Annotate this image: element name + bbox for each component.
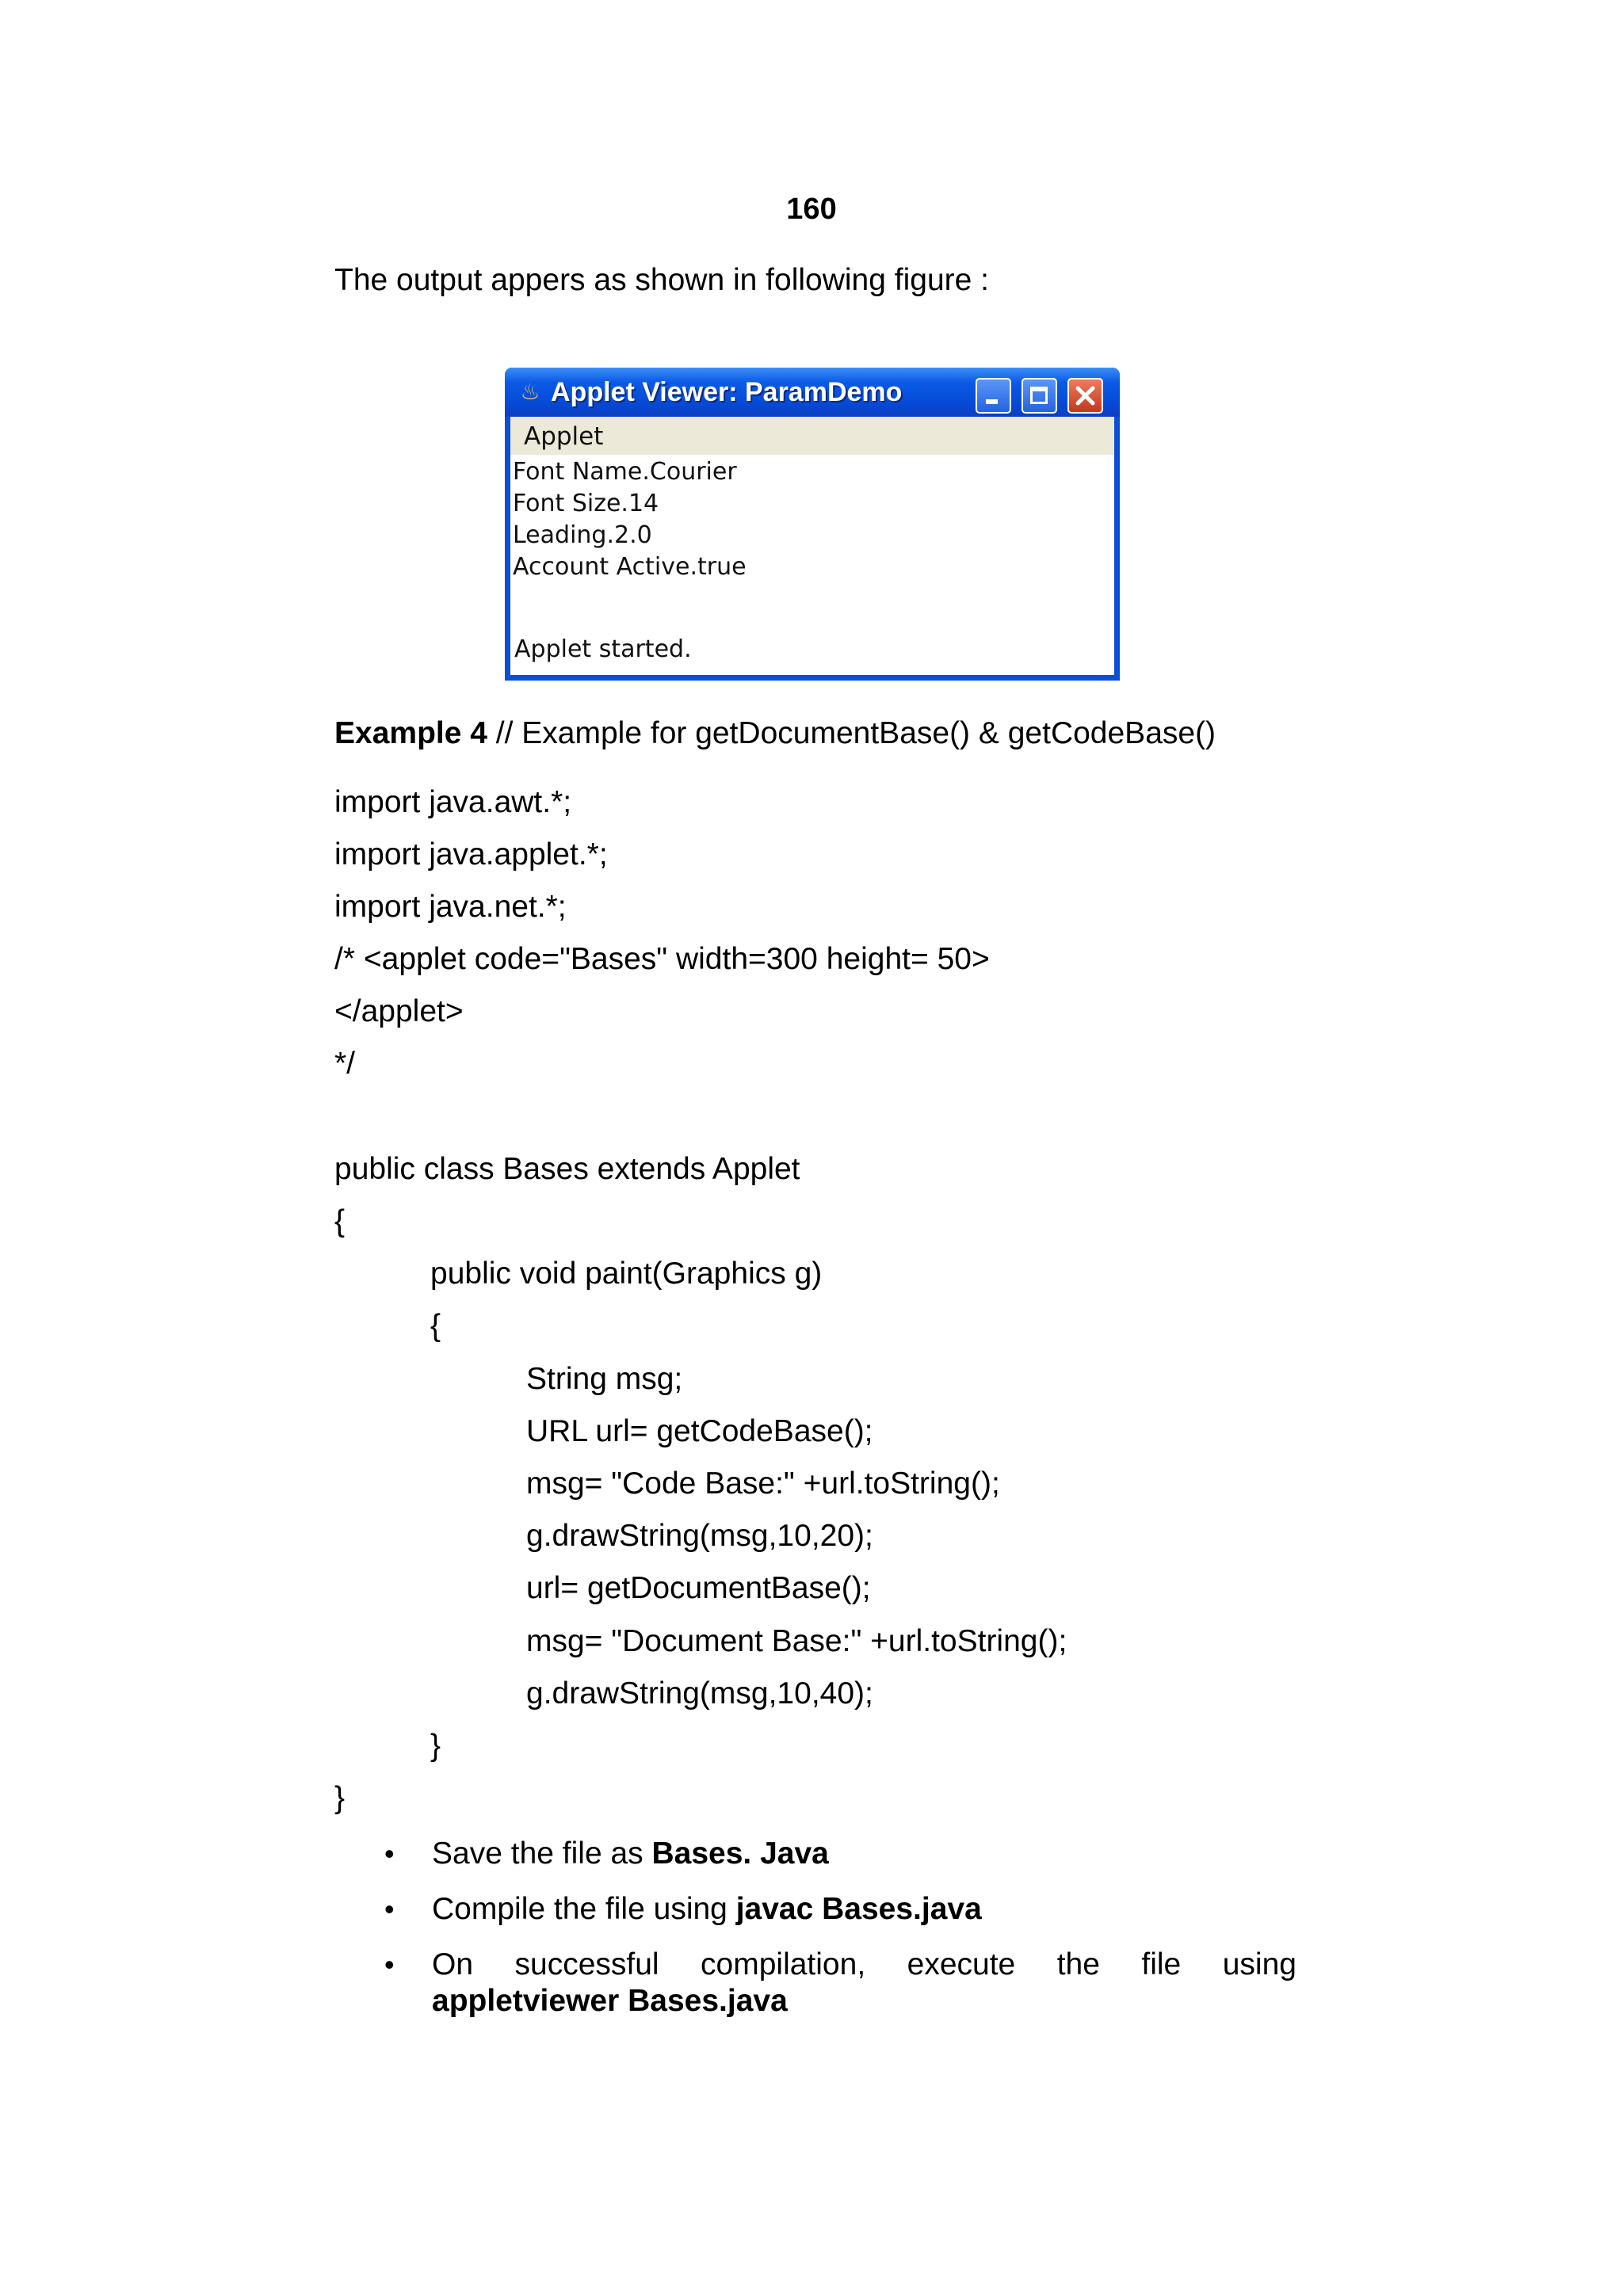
bullet-word: compilation, [701, 1947, 866, 1981]
example-comment: // Example for getDocumentBase() & getCodeBase() [487, 716, 1216, 750]
bullet-word: the [1056, 1947, 1100, 1981]
code-line: public void paint(Graphics g) [430, 1257, 823, 1291]
code-line: public class Bases extends Applet [334, 1152, 800, 1186]
bullet-text: Compile the file using [432, 1892, 736, 1926]
java-cup-icon: ♨ [520, 379, 540, 404]
code-line: { [430, 1309, 441, 1343]
code-line: URL url= getCodeBase(); [526, 1414, 873, 1448]
code-line: msg= "Document Base:" +url.toString(); [526, 1624, 1067, 1658]
bullet-dot: • [384, 1948, 395, 1981]
code-line: g.drawString(msg,10,40); [526, 1676, 873, 1711]
applet-client-area [510, 417, 1114, 675]
code-line: import java.applet.*; [334, 837, 608, 871]
applet-menu-bar [510, 417, 1114, 455]
page-number: 160 [786, 193, 837, 226]
window-title-bar[interactable] [505, 368, 1120, 417]
code-line: msg= "Code Base:" +url.toString(); [526, 1466, 1000, 1501]
code-line: */ [334, 1047, 356, 1081]
close-button[interactable] [1067, 378, 1103, 414]
code-line: /* <applet code="Bases" width=300 height= 50> [334, 942, 990, 976]
window-title: Applet Viewer: ParamDemo [551, 377, 903, 407]
minimize-button[interactable] [976, 378, 1011, 414]
bullet-item [432, 1836, 829, 1872]
maximize-icon [1030, 387, 1048, 404]
minimize-icon [986, 399, 998, 404]
bullet-bold: javac Bases.java [735, 1892, 982, 1926]
output-line: Font Size.14 [513, 490, 659, 517]
bullet-bold: appletviewer Bases.java [432, 1984, 788, 2018]
bullet-item [432, 1891, 982, 1928]
status-text: Applet started. [514, 635, 692, 663]
bullet-dot: • [384, 1893, 395, 1925]
code-line: g.drawString(msg,10,20); [526, 1519, 873, 1553]
bullet-word: file [1141, 1947, 1182, 1981]
code-line: import java.awt.*; [334, 785, 572, 819]
code-line: import java.net.*; [334, 890, 567, 924]
code-line: } [334, 1781, 346, 1815]
output-line: Font Name.Courier [513, 458, 737, 486]
output-line: Account Active.true [513, 553, 747, 581]
applet-viewer-window [505, 368, 1120, 681]
bullet-item-justified [432, 1947, 1296, 1983]
code-line: } [430, 1729, 441, 1763]
bullet-text: Save the file as [432, 1836, 652, 1871]
bullet-word: execute [907, 1947, 1016, 1981]
output-line: Leading.2.0 [513, 521, 652, 549]
code-line: String msg; [526, 1362, 683, 1396]
applet-menu[interactable]: Applet [524, 422, 604, 451]
maximize-button[interactable] [1022, 378, 1057, 414]
bullet-word: using [1222, 1947, 1296, 1981]
bullet-dot: • [384, 1837, 395, 1870]
bullet-bold: Bases. Java [651, 1836, 829, 1871]
close-icon [1069, 379, 1102, 412]
code-line: url= getDocumentBase(); [526, 1571, 871, 1605]
intro-text: The output appers as shown in following figure : [334, 263, 989, 297]
bullet-word: On [432, 1947, 474, 1981]
example-label: Example 4 [334, 716, 487, 750]
bullet-word: successful [514, 1947, 659, 1981]
code-line: { [334, 1204, 346, 1238]
code-line: </applet> [334, 994, 464, 1028]
example-heading [334, 715, 1216, 752]
